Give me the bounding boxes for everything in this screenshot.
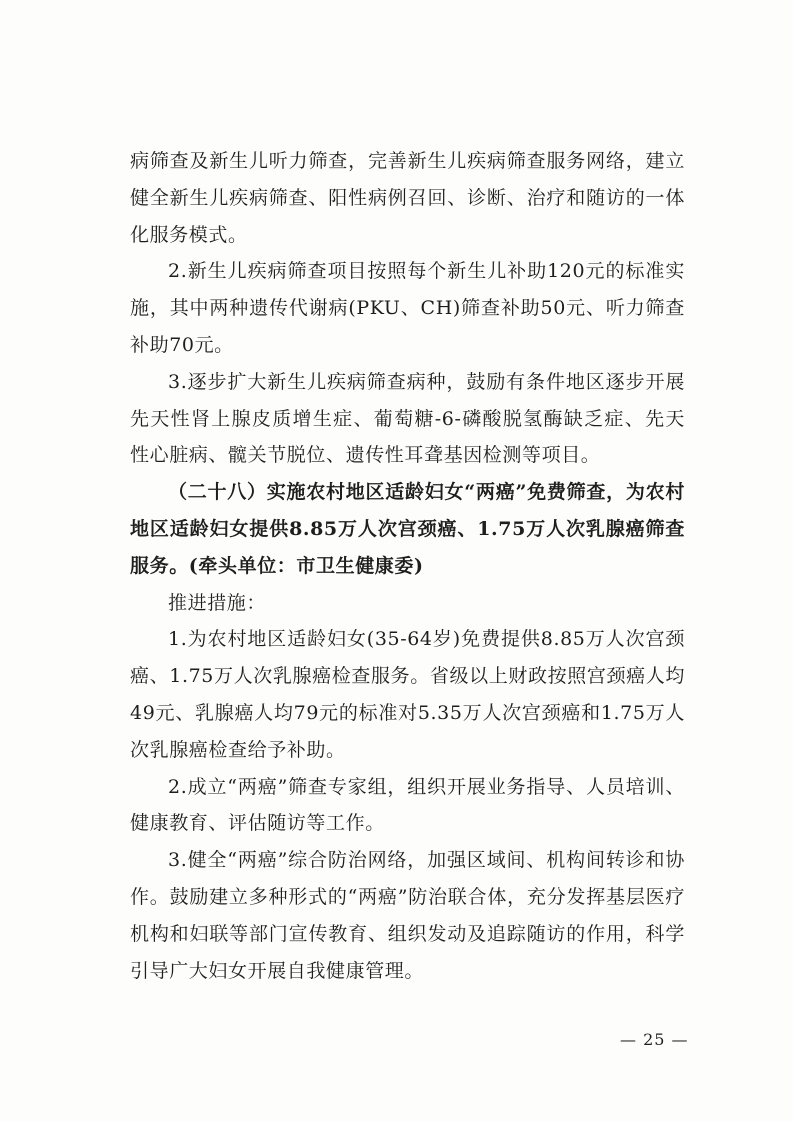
section-heading-28: （二十八）实施农村地区适龄妇女“两癌”免费筛查，为农村地区适龄妇女提供8.85万人次宫颈癌、1.75万人次乳腺癌筛查服务。(牵头单位：市卫生健康委) bbox=[130, 481, 685, 577]
paragraph-measure-1: 1.为农村地区适龄妇女(35-64岁)免费提供8.85万人次宫颈癌、1.75万人次乳腺癌检查服务。省级以上财政按照宫颈癌人均49元、乳腺癌人均79元的标准对5.35万人次宫颈癌和1.75万人次乳腺癌检查给予补助。 bbox=[130, 628, 685, 761]
paragraph-newborn-screening-network: 病筛查及新生儿听力筛查，完善新生儿疾病筛查服务网络，建立健全新生儿疾病筛查、阳性病例召回、诊断、治疗和随访的一体化服务模式。 bbox=[130, 150, 685, 246]
page-number: — 25 — bbox=[620, 1030, 689, 1049]
paragraph-measure-3: 3.健全“两癌”综合防治网络，加强区域间、机构间转诊和协作。鼓励建立多种形式的“两癌”防治联合体，充分发挥基层医疗机构和妇联等部门宣传教育、组织发动及追踪随访的作用，科学引导广大妇女开展自我健康管理。 bbox=[130, 849, 685, 982]
paragraph-measures-label: 推进措施： bbox=[168, 591, 267, 614]
document-body bbox=[130, 143, 685, 989]
paragraph-expand-screening: 3.逐步扩大新生儿疾病筛查病种，鼓励有条件地区逐步开展先天性肾上腺皮质增生症、葡萄糖-6-磷酸脱氢酶缺乏症、先天性心脏病、髋关节脱位、遗传性耳聋基因检测等项目。 bbox=[130, 370, 685, 467]
paragraph-measure-2: 2.成立“两癌”筛查专家组，组织开展业务指导、人员培训、健康教育、评估随访等工作。 bbox=[130, 775, 685, 835]
paragraph-screening-subsidy: 2.新生儿疾病筛查项目按照每个新生儿补助120元的标准实施，其中两种遗传代谢病(PKU、CH)筛查补助50元、听力筛查补助70元。 bbox=[130, 260, 685, 356]
